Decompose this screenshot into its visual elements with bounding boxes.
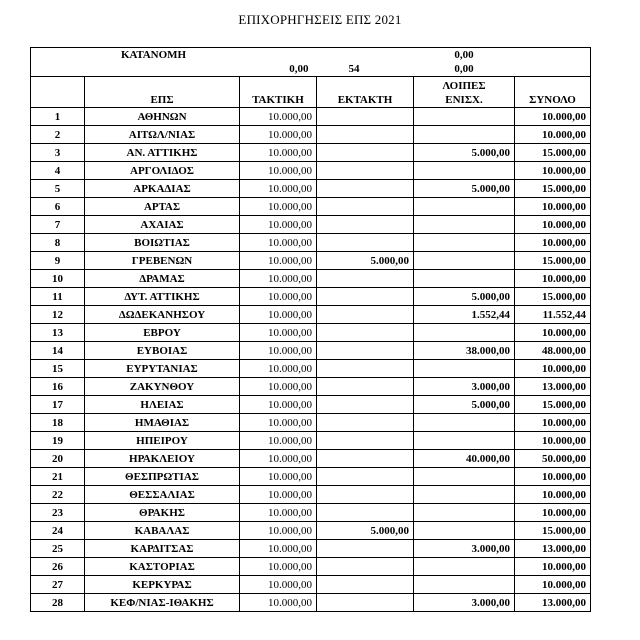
row-ektakti <box>317 450 414 468</box>
row-number: 23 <box>31 504 85 522</box>
row-eps-name: ΚΕΦ/ΝΙΑΣ-ΙΘΑΚΗΣ <box>85 594 240 612</box>
row-ektakti <box>317 108 414 126</box>
row-taktiki: 10.000,00 <box>240 288 317 306</box>
row-number: 15 <box>31 360 85 378</box>
table-row <box>31 288 591 306</box>
row-eps-name: ΑΙΤΩΛ/ΝΙΑΣ <box>85 126 240 144</box>
row-ektakti <box>317 234 414 252</box>
row-synolo: 10.000,00 <box>515 324 591 342</box>
row-ektakti <box>317 324 414 342</box>
row-eps-name: ΕΥΒΟΙΑΣ <box>85 342 240 360</box>
table-row <box>31 594 591 612</box>
row-loipes <box>414 216 515 234</box>
row-loipes <box>414 162 515 180</box>
table-row <box>31 234 591 252</box>
row-loipes: 5.000,00 <box>414 288 515 306</box>
row-ektakti <box>317 504 414 522</box>
row-taktiki: 10.000,00 <box>240 576 317 594</box>
row-taktiki: 10.000,00 <box>240 486 317 504</box>
table-row <box>31 540 591 558</box>
table-row <box>31 486 591 504</box>
row-number: 9 <box>31 252 85 270</box>
row-eps-name: ΔΡΑΜΑΣ <box>85 270 240 288</box>
row-synolo: 10.000,00 <box>515 486 591 504</box>
row-taktiki: 10.000,00 <box>240 216 317 234</box>
row-ektakti <box>317 486 414 504</box>
table-row <box>31 450 591 468</box>
row-synolo: 10.000,00 <box>515 162 591 180</box>
row-ektakti: 5.000,00 <box>317 252 414 270</box>
allocation-values-blank <box>31 62 240 77</box>
row-number: 20 <box>31 450 85 468</box>
row-synolo: 15.000,00 <box>515 396 591 414</box>
row-taktiki: 10.000,00 <box>240 162 317 180</box>
row-number: 7 <box>31 216 85 234</box>
row-number: 11 <box>31 288 85 306</box>
row-taktiki: 10.000,00 <box>240 414 317 432</box>
row-number: 3 <box>31 144 85 162</box>
row-synolo: 10.000,00 <box>515 414 591 432</box>
row-loipes: 40.000,00 <box>414 450 515 468</box>
row-loipes: 38.000,00 <box>414 342 515 360</box>
row-ektakti <box>317 540 414 558</box>
row-taktiki: 10.000,00 <box>240 522 317 540</box>
row-number: 17 <box>31 396 85 414</box>
row-taktiki: 10.000,00 <box>240 126 317 144</box>
row-loipes <box>414 468 515 486</box>
row-number: 16 <box>31 378 85 396</box>
row-eps-name: ΘΡΑΚΗΣ <box>85 504 240 522</box>
allocation-loipes-value: 0,00 <box>414 62 515 77</box>
row-loipes <box>414 108 515 126</box>
row-eps-name: ΕΒΡΟΥ <box>85 324 240 342</box>
row-synolo: 10.000,00 <box>515 468 591 486</box>
allocation-row <box>31 48 591 63</box>
row-loipes <box>414 360 515 378</box>
row-number: 6 <box>31 198 85 216</box>
table-row <box>31 324 591 342</box>
row-number: 1 <box>31 108 85 126</box>
row-loipes: 3.000,00 <box>414 378 515 396</box>
row-taktiki: 10.000,00 <box>240 252 317 270</box>
row-synolo: 10.000,00 <box>515 216 591 234</box>
table-row <box>31 198 591 216</box>
header-num <box>31 77 85 108</box>
row-taktiki: 10.000,00 <box>240 234 317 252</box>
row-number: 13 <box>31 324 85 342</box>
row-loipes <box>414 432 515 450</box>
table-row <box>31 558 591 576</box>
table-row <box>31 396 591 414</box>
row-number: 5 <box>31 180 85 198</box>
allocation-top-value: 0,00 <box>414 48 515 63</box>
row-number: 22 <box>31 486 85 504</box>
row-taktiki: 10.000,00 <box>240 360 317 378</box>
row-ektakti <box>317 360 414 378</box>
row-eps-name: ΑΝ. ΑΤΤΙΚΗΣ <box>85 144 240 162</box>
header-taktiki: ΤΑΚΤΙΚΗ <box>240 77 317 108</box>
row-taktiki: 10.000,00 <box>240 558 317 576</box>
row-eps-name: ΖΑΚΥΝΘΟΥ <box>85 378 240 396</box>
header-loipes-line1: ΛΟΙΠΕΣ <box>442 80 486 92</box>
table-row <box>31 144 591 162</box>
row-synolo: 11.552,44 <box>515 306 591 324</box>
row-number: 28 <box>31 594 85 612</box>
row-eps-name: ΗΜΑΘΙΑΣ <box>85 414 240 432</box>
row-synolo: 15.000,00 <box>515 144 591 162</box>
column-header-row <box>31 77 591 108</box>
row-synolo: 15.000,00 <box>515 252 591 270</box>
row-ektakti <box>317 576 414 594</box>
row-synolo: 50.000,00 <box>515 450 591 468</box>
header-ektakti: ΕΚΤΑΚΤΗ <box>317 77 414 108</box>
row-taktiki: 10.000,00 <box>240 306 317 324</box>
table-row <box>31 576 591 594</box>
table-row <box>31 342 591 360</box>
row-number: 18 <box>31 414 85 432</box>
row-number: 25 <box>31 540 85 558</box>
row-synolo: 10.000,00 <box>515 504 591 522</box>
table-row <box>31 270 591 288</box>
row-taktiki: 10.000,00 <box>240 180 317 198</box>
row-number: 12 <box>31 306 85 324</box>
allocation-values-blank-end <box>515 62 591 77</box>
row-eps-name: ΑΘΗΝΩΝ <box>85 108 240 126</box>
table-row <box>31 162 591 180</box>
row-loipes: 1.552,44 <box>414 306 515 324</box>
row-taktiki: 10.000,00 <box>240 540 317 558</box>
row-synolo: 13.000,00 <box>515 594 591 612</box>
row-ektakti: 5.000,00 <box>317 522 414 540</box>
row-ektakti <box>317 558 414 576</box>
row-eps-name: ΑΡΓΟΛΙΔΟΣ <box>85 162 240 180</box>
row-eps-name: ΘΕΣΣΑΛΙΑΣ <box>85 486 240 504</box>
row-ektakti <box>317 126 414 144</box>
row-synolo: 10.000,00 <box>515 360 591 378</box>
allocation-taktiki-value: 0,00 <box>240 62 317 77</box>
row-loipes <box>414 234 515 252</box>
row-synolo: 15.000,00 <box>515 180 591 198</box>
row-ektakti <box>317 306 414 324</box>
row-number: 4 <box>31 162 85 180</box>
table-row <box>31 414 591 432</box>
row-taktiki: 10.000,00 <box>240 342 317 360</box>
table-row <box>31 522 591 540</box>
row-ektakti <box>317 162 414 180</box>
row-eps-name: ΔΩΔΕΚΑΝΗΣΟΥ <box>85 306 240 324</box>
table-row <box>31 360 591 378</box>
row-ektakti <box>317 468 414 486</box>
allocation-count: 54 <box>317 62 414 77</box>
grants-table <box>30 47 591 612</box>
row-loipes <box>414 414 515 432</box>
row-synolo: 15.000,00 <box>515 288 591 306</box>
row-ektakti <box>317 180 414 198</box>
row-synolo: 10.000,00 <box>515 432 591 450</box>
row-synolo: 13.000,00 <box>515 540 591 558</box>
row-loipes <box>414 198 515 216</box>
row-synolo: 48.000,00 <box>515 342 591 360</box>
row-loipes: 5.000,00 <box>414 180 515 198</box>
row-eps-name: ΕΥΡΥΤΑΝΙΑΣ <box>85 360 240 378</box>
row-taktiki: 10.000,00 <box>240 432 317 450</box>
allocation-label: ΚΑΤΑΝΟΜΗ <box>31 48 317 63</box>
row-ektakti <box>317 342 414 360</box>
row-taktiki: 10.000,00 <box>240 378 317 396</box>
header-synolo: ΣΥΝΟΛΟ <box>515 77 591 108</box>
row-synolo: 10.000,00 <box>515 108 591 126</box>
row-loipes <box>414 324 515 342</box>
row-ektakti <box>317 396 414 414</box>
row-loipes <box>414 558 515 576</box>
row-synolo: 10.000,00 <box>515 234 591 252</box>
row-ektakti <box>317 378 414 396</box>
table-row <box>31 306 591 324</box>
row-loipes <box>414 504 515 522</box>
row-synolo: 10.000,00 <box>515 270 591 288</box>
row-eps-name: ΑΡΚΑΔΙΑΣ <box>85 180 240 198</box>
table-row <box>31 432 591 450</box>
row-eps-name: ΘΕΣΠΡΩΤΙΑΣ <box>85 468 240 486</box>
allocation-blank <box>317 48 414 63</box>
row-taktiki: 10.000,00 <box>240 450 317 468</box>
row-synolo: 13.000,00 <box>515 378 591 396</box>
row-ektakti <box>317 144 414 162</box>
row-taktiki: 10.000,00 <box>240 594 317 612</box>
row-number: 10 <box>31 270 85 288</box>
row-loipes: 3.000,00 <box>414 540 515 558</box>
row-taktiki: 10.000,00 <box>240 396 317 414</box>
row-loipes <box>414 252 515 270</box>
document-title: ΕΠΙΧΟΡΗΓΗΣΕΙΣ ΕΠΣ 2021 <box>238 12 402 27</box>
row-number: 2 <box>31 126 85 144</box>
row-loipes <box>414 486 515 504</box>
row-eps-name: ΑΧΑΙΑΣ <box>85 216 240 234</box>
row-number: 24 <box>31 522 85 540</box>
table-row <box>31 108 591 126</box>
row-number: 19 <box>31 432 85 450</box>
header-eps: ΕΠΣ <box>85 77 240 108</box>
row-number: 26 <box>31 558 85 576</box>
row-taktiki: 10.000,00 <box>240 144 317 162</box>
row-eps-name: ΚΕΡΚΥΡΑΣ <box>85 576 240 594</box>
row-number: 21 <box>31 468 85 486</box>
row-number: 8 <box>31 234 85 252</box>
row-eps-name: ΒΟΙΩΤΙΑΣ <box>85 234 240 252</box>
row-synolo: 10.000,00 <box>515 126 591 144</box>
row-ektakti <box>317 288 414 306</box>
table-row <box>31 126 591 144</box>
row-loipes: 5.000,00 <box>414 396 515 414</box>
row-eps-name: ΔΥΤ. ΑΤΤΙΚΗΣ <box>85 288 240 306</box>
row-taktiki: 10.000,00 <box>240 324 317 342</box>
row-ektakti <box>317 432 414 450</box>
row-taktiki: 10.000,00 <box>240 270 317 288</box>
row-taktiki: 10.000,00 <box>240 198 317 216</box>
table-row <box>31 378 591 396</box>
row-ektakti <box>317 270 414 288</box>
row-eps-name: ΚΑΡΔΙΤΣΑΣ <box>85 540 240 558</box>
row-loipes: 3.000,00 <box>414 594 515 612</box>
table-row <box>31 180 591 198</box>
header-loipes-line2: ΕΝΙΣΧ. <box>445 94 483 106</box>
row-synolo: 10.000,00 <box>515 576 591 594</box>
row-eps-name: ΗΡΑΚΛΕΙΟΥ <box>85 450 240 468</box>
header-loipes <box>414 77 515 108</box>
row-taktiki: 10.000,00 <box>240 468 317 486</box>
row-ektakti <box>317 594 414 612</box>
row-eps-name: ΚΑΣΤΟΡΙΑΣ <box>85 558 240 576</box>
row-loipes <box>414 126 515 144</box>
row-synolo: 10.000,00 <box>515 558 591 576</box>
row-ektakti <box>317 198 414 216</box>
row-eps-name: ΗΠΕΙΡΟΥ <box>85 432 240 450</box>
row-loipes <box>414 522 515 540</box>
row-loipes <box>414 576 515 594</box>
table-row <box>31 216 591 234</box>
row-eps-name: ΓΡΕΒΕΝΩΝ <box>85 252 240 270</box>
allocation-blank-end <box>515 48 591 63</box>
row-eps-name: ΚΑΒΑΛΑΣ <box>85 522 240 540</box>
row-taktiki: 10.000,00 <box>240 108 317 126</box>
table-row <box>31 468 591 486</box>
table-row <box>31 504 591 522</box>
row-loipes <box>414 270 515 288</box>
row-synolo: 15.000,00 <box>515 522 591 540</box>
allocation-values-row <box>31 62 591 77</box>
row-ektakti <box>317 414 414 432</box>
row-number: 27 <box>31 576 85 594</box>
table-row <box>31 252 591 270</box>
row-number: 14 <box>31 342 85 360</box>
row-taktiki: 10.000,00 <box>240 504 317 522</box>
row-eps-name: ΑΡΤΑΣ <box>85 198 240 216</box>
row-synolo: 10.000,00 <box>515 198 591 216</box>
row-ektakti <box>317 216 414 234</box>
row-loipes: 5.000,00 <box>414 144 515 162</box>
row-eps-name: ΗΛΕΙΑΣ <box>85 396 240 414</box>
